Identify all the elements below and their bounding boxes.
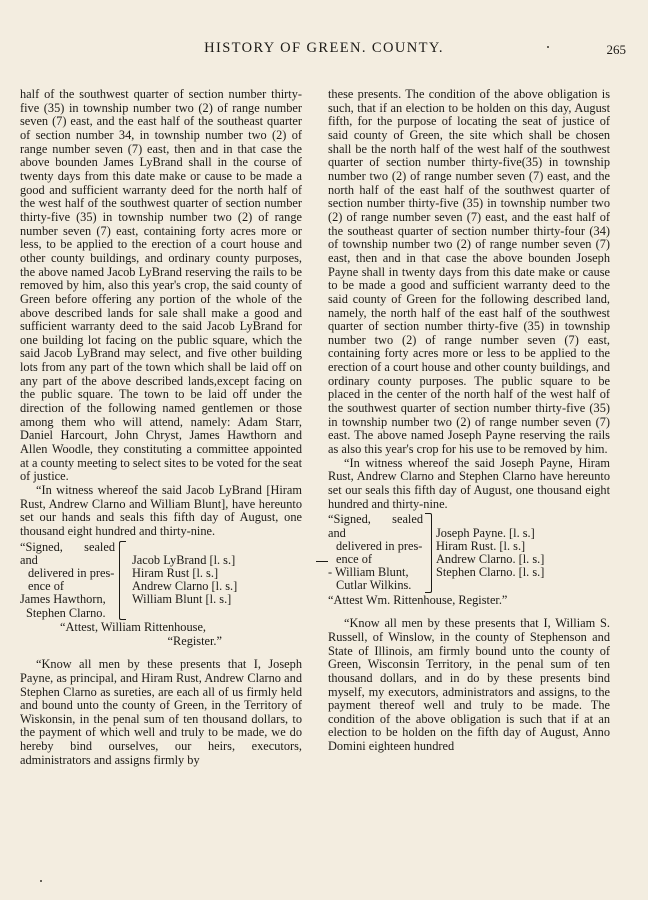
left-signatories	[132, 554, 237, 607]
left-attest: “Attest, William Rittenhouse,	[60, 619, 207, 634]
right-paragraph-witness: “In witness whereof the said Joseph Payne, Hiram Rust, Andrew Clarno and Stephen Clarno have hereunto set our seals this fifth day of August, one thousand eight hundred and thirty-nine.	[328, 455, 610, 511]
left-column	[20, 88, 302, 767]
left-signatory: Andrew Clarno [l. s.]	[132, 579, 238, 594]
left-signatory: William Blunt [l. s.]	[132, 592, 232, 607]
left-register: “Register.”	[167, 633, 222, 648]
right-witness-line: “Signed, sealed and	[328, 512, 423, 540]
right-paragraph-1: these presents. The condition of the above obligation is such, that if an election to be holden on this day, August fifth, for the purpose of locating the seat of justice of said county of Green, the site which shall be chosen shall be the north half of the west half of the southwest quarter of section number thirty-five(35) in township number two (2) of range number seven (7) east, and the north half of the east half of the southwest quarter of section number thirty-five (35) in township number two (2) of range number seven (7) east, and the east half of the southeast quarter of section number thirty-four (34) of township number two (2) of range number seven (7) east, then and in that case the above bounden Joseph Payne shall in twenty days from this date make or cause to be made a good and sufficient warranty deed to the said county of Green for the following described land, namely, the north half of the east half of the southwest quarter of section number thirty-five (35) in township number two (2) of range number seven (7) east, containing forty acres more or less to be applied to the erection of a court house and other county buildings, and ordinary county purposes. The public square to be placed in the center of the north half of the west half of the southwest quarter of section number thirty-five (35) in township number two (2) of range number seven (7) east. The above named Joseph Payne reserving the rails as also this year's crop for his use to be removed by him.	[328, 87, 610, 457]
right-witness-line: - William Blunt,	[328, 565, 409, 580]
left-signature-brace	[119, 541, 126, 620]
running-title: HISTORY OF GREEN. COUNTY.	[204, 40, 444, 56]
left-witness-line: Stephen Clarno.	[26, 605, 106, 620]
right-witness-line: Cutlar Wilkins.	[336, 578, 412, 593]
right-paragraph-bond: “Know all men by these presents that I, William S. Russell, of Winslow, in the county of Stephenson and State of Illinois, am firmly bound unto the county of Green, Wisconsin Territory, in the penal sum of ten thousand dollars, and in do by these presents bind myself, my executors, administrators and assigns, to the payment thereof well and truly to be made. The condition of the above obligation is such that if at an election to be holden on the fifth day of August, Anno Domini eighteen hundred	[328, 616, 610, 754]
right-signatory: Andrew Clarno. [l. s.]	[436, 551, 545, 566]
right-signatory: Stephen Clarno. [l. s.]	[436, 565, 545, 580]
left-paragraph-1: half of the southwest quarter of section number thirty-five (35) in township number two (2) of range number seven (7) east, and the east half of the southeast quarter of section number 34, in township number two (2) of range number seven (7) east, then and in that case the above bounden James LyBrand shall in the course of twenty days from this date make or cause to be made a good and sufficient warranty deed for the north half of the west half of the southwest quarter of section number thirty-five (35) in township number two (2) of range number seven (7) east, containing forty acres more or less, to be applied to the erection of a court house and other county buildings, and ordinary county purposes, the above named Jacob LyBrand reserving the rails to be removed by him, also this year's crop, the said county of Green before offering any portion of the whole of the above described lands for sale shall make a good and sufficient warranty deed to the said Jacob LyBrand for one building lot facing on the public square, which the said Jacob LyBrand may select, and five other building lots from any part of the town which shall be laid off on any part of the above described lands,except facing on the public square. The town to be laid off under the direction of the following named gentlemen or those among them who will attend, namely: Adam Starr, Daniel Harcourt, John Chryst, James Hawthorn and Allen Woodle, they constituting a committee appointed at a county meeting to select sites to be voted for the seat of justice.	[20, 87, 302, 484]
print-speck	[40, 880, 42, 882]
right-witness-line: ence of	[336, 551, 372, 566]
left-witness-line: ence of	[28, 579, 64, 594]
right-signatories	[436, 527, 544, 580]
right-witness-line: delivered in pres-	[336, 538, 423, 553]
left-paragraph-witness: “In witness whereof the said Jacob LyBrand [Hiram Rust, Andrew Clarno and William Blunt], have hereunto set our hands and seals this fifth day of August, one thousand eight hundred and thirty-nine.	[20, 483, 302, 538]
right-attest: “Attest Wm. Rittenhouse, Register.”	[328, 592, 508, 607]
left-paragraph-bond: “Know all men by these presents that I, Joseph Payne, as principal, and Hiram Rust, Andrew Clarno and Stephen Clarno as sureties, are each all of us firmly held and bound unto the county of Green, in the Territory of Wiskonsin, in the penal sum of ten thousand dollars, to the payment of which well and truly to be made, we do hereby bind ourselves, our heirs, executors, administrators and assigns firmly by	[20, 657, 302, 767]
left-signatory: Hiram Rust [l. s.]	[132, 566, 219, 581]
column-margin-mark	[316, 561, 328, 562]
right-signatory: Hiram Rust. [l. s.]	[436, 538, 526, 553]
print-speck	[547, 46, 549, 48]
right-signatory: Joseph Payne. [l. s.]	[436, 525, 535, 540]
left-signatory: Jacob LyBrand [l. s.]	[132, 552, 236, 567]
right-signature-brace	[425, 513, 432, 592]
right-column	[328, 88, 610, 754]
right-signature-block	[328, 513, 610, 592]
left-witness-line: delivered in pres-	[28, 566, 115, 581]
left-witness-line: “Signed, sealed and	[20, 539, 115, 567]
left-witness-line: James Hawthorn,	[20, 592, 106, 607]
running-header	[0, 40, 648, 64]
left-witnesses	[20, 541, 115, 620]
right-witnesses	[328, 513, 423, 592]
page-number: 265	[606, 42, 626, 57]
left-signature-block	[20, 541, 302, 620]
